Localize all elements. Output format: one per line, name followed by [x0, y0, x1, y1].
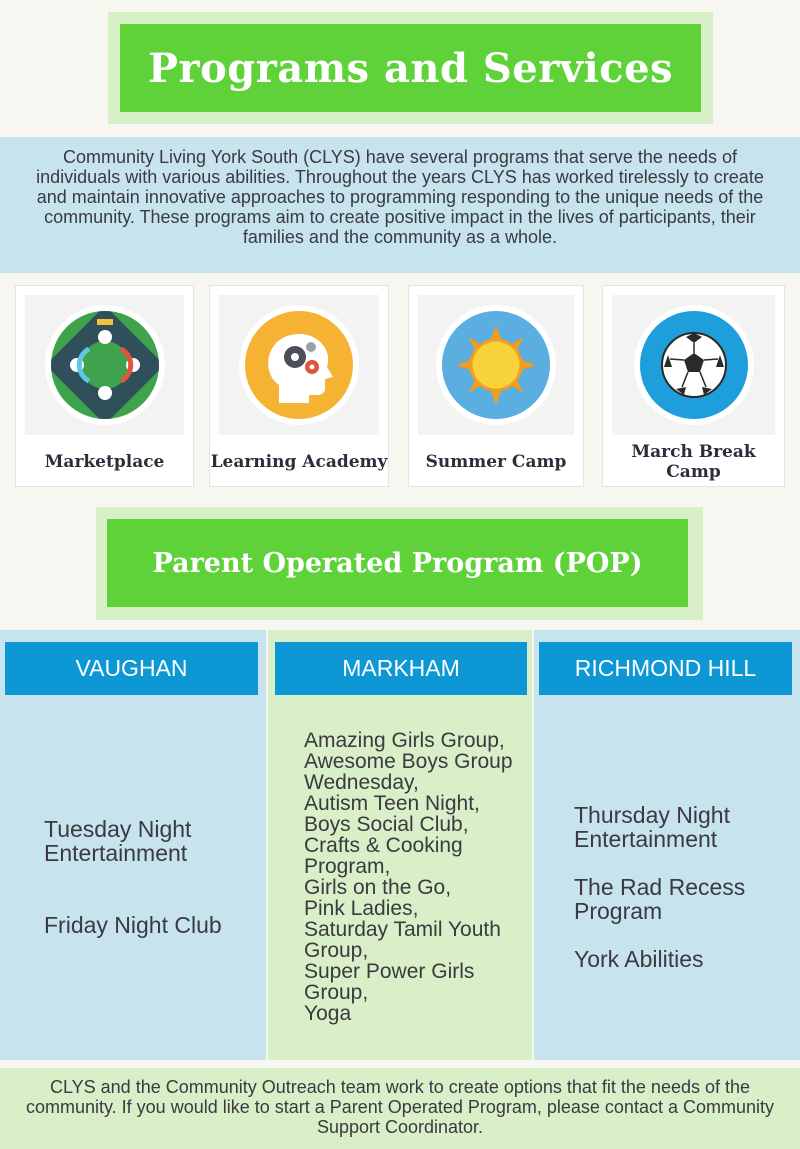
program-card-art	[612, 295, 775, 435]
region-list-markham	[304, 730, 524, 1024]
program-label: Learning Academy	[210, 452, 388, 472]
program-item: Yoga	[304, 1002, 352, 1025]
head-gears-icon	[245, 311, 353, 419]
region-header-vaughan: VAUGHAN	[5, 642, 258, 695]
program-item: Autism Teen Night,	[304, 792, 480, 815]
region-header-richmond-hill: RICHMOND HILL	[539, 642, 792, 695]
title-frame	[108, 12, 713, 124]
region-header-markham: MARKHAM	[275, 642, 527, 695]
regions	[0, 630, 800, 1060]
program-cards	[15, 285, 785, 487]
program-item: Crafts & Cooking Program,	[304, 834, 463, 878]
program-card-march-break-camp[interactable]	[602, 285, 785, 487]
program-item: York Abilities	[574, 946, 704, 972]
intro-text: Community Living York South (CLYS) have several programs that serve the needs of individuals with various abilities. Throughout the years CLYS has worked tirelessly to create and maintain innovative approaches to programming responding to the unique needs of the community. These programs aim to create positive impact in the lives of participants, their families and the community as a whole.	[0, 137, 800, 273]
program-card-art	[25, 295, 184, 435]
pop-banner	[107, 519, 688, 607]
program-card-art	[219, 295, 379, 435]
program-card-art	[418, 295, 574, 435]
program-card-learning-academy[interactable]	[209, 285, 389, 487]
title-banner	[120, 24, 701, 112]
region-list-vaughan	[44, 817, 254, 985]
pop-frame	[96, 507, 703, 620]
program-label: March Break Camp	[631, 442, 756, 482]
program-label: Summer Camp	[425, 452, 567, 472]
program-item: Amazing Girls Group,	[304, 729, 505, 752]
program-item: The Rad Recess Program	[574, 874, 746, 924]
program-item: Pink Ladies,	[304, 897, 419, 920]
region-vaughan	[0, 630, 266, 1060]
program-item: Friday Night Club	[44, 912, 222, 938]
pop-title: Parent Operated Program (POP)	[152, 547, 643, 579]
program-label: Marketplace	[44, 452, 165, 472]
footer-text: CLYS and the Community Outreach team work to create options that fit the needs of the community. If you would like to start a Parent Operated Program, please contact a Community Support Coordinator.	[0, 1068, 800, 1149]
program-card-marketplace[interactable]	[15, 285, 194, 487]
program-item: Saturday Tamil Youth Group,	[304, 918, 501, 962]
page-title: Programs and Services	[147, 44, 674, 92]
program-item: Awesome Boys Group Wednesday,	[304, 750, 513, 794]
people-circle-icon	[51, 311, 159, 419]
program-item: Thursday Night Entertainment	[574, 802, 730, 852]
region-list-richmond-hill	[574, 803, 789, 995]
program-card-summer-camp[interactable]	[408, 285, 584, 487]
program-item: Tuesday Night Entertainment	[44, 816, 192, 866]
program-item: Girls on the Go,	[304, 876, 452, 899]
region-richmond-hill	[534, 630, 800, 1060]
program-item: Super Power Girls Group,	[304, 960, 475, 1004]
sun-icon	[442, 311, 550, 419]
soccer-ball-icon	[640, 311, 748, 419]
region-markham	[268, 630, 532, 1060]
program-item: Boys Social Club,	[304, 813, 469, 836]
